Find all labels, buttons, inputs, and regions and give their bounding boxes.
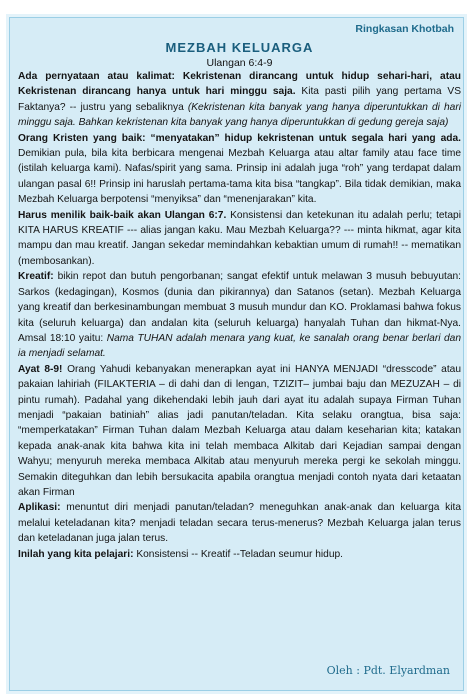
paragraph-good-christian bbox=[18, 131, 461, 208]
category-tag: Ringkasan Khotbah bbox=[355, 23, 454, 35]
paragraph-kreatif-lead: Kreatif: bbox=[18, 271, 54, 283]
paragraph-good-christian-lead: Orang Kristen yang baik: “menyatakan” hidup kekristenan untuk segala hari yang ada. bbox=[18, 132, 461, 144]
paragraph-ayat-8-9 bbox=[18, 362, 461, 501]
paragraph-deut-6-7 bbox=[18, 208, 461, 270]
paragraph-aplikasi bbox=[18, 500, 461, 546]
paragraph-deut-6-7-lead: Harus menilik baik-baik akan Ulangan 6:7. bbox=[18, 209, 227, 221]
paragraph-intro-italic: (Kekristenan kita banyak yang hanya diperuntukkan di hari minggu saja. Bahkan kekristenan kita banyak yang hanya diperuntukkan di gedung gereja saja) bbox=[18, 101, 461, 129]
paragraph-kreatif bbox=[18, 269, 461, 361]
paragraph-lesson-lead: Inilah yang kita pelajari: bbox=[18, 548, 134, 560]
scripture-reference: Ulangan 6:4-9 bbox=[206, 57, 273, 69]
paragraph-aplikasi-text: menuntut diri menjadi panutan/teladan? meneguhkan anak-anak dan keluarga kita melalui keteladanan kita? menjadi teladan secara terus-menerus? Mezbah Keluarga jalan terus dan keteladanan juga jalan terus. bbox=[18, 502, 461, 545]
author-credit: Oleh : Pdt. Elyardman bbox=[326, 664, 450, 677]
paragraph-ayat-8-9-lead: Ayat 8-9! bbox=[18, 363, 63, 375]
paragraph-kreatif-text: bikin repot dan butuh pengorbanan; sangat efektif untuk melawan 3 musuh bebuyutan: Sarkos (kedagingan), Kosmos (dunia dan pikirannya) dan Satanos (setan). Mezbah Keluarga yang kreatif dan berkesinambungan membuat 3 musuh mundur dan KO. Proklamasi bahwa fokus kita (seluruh keluarga) dan andalan kita (seluruh keluarga) hanyalah Tuhan dan hikmat-Nya. Amsal 18:10 yaitu: bbox=[18, 271, 461, 344]
paragraph-intro-text: Kita pasti pilih yang pertama VS Faktanya? -- justru yang sebaliknya bbox=[18, 86, 462, 113]
sermon-summary-card bbox=[6, 14, 467, 694]
paragraph-intro bbox=[18, 69, 461, 131]
paragraph-good-christian-text: Demikian pula, bila kita berbicara mengenai Mezbah Keluarga atau altar family atau face time (istilah keluarga kami). Nafas/spirit yang sama. Prinsip ini adalah juga “roh” yang terdapat dalam ulangan pasal 6!! Prinsip ini haruslah pertama-tama kita bisa “tangkap”. Bila tidak demikian, maka Mezbah Keluarga berpotensi “menyiksa” dan “menenjarakan” kita. bbox=[18, 148, 461, 206]
page-title: MEZBAH KELUARGA bbox=[165, 40, 314, 55]
paragraph-lesson-text: Konsistensi -- Kreatif --Teladan seumur hidup. bbox=[133, 548, 344, 560]
paragraph-kreatif-italic: Nama TUHAN adalah menara yang kuat, ke sanalah orang benar berlari dan ia menjadi selamat. bbox=[18, 332, 462, 360]
paragraph-lesson bbox=[18, 547, 461, 562]
sermon-body bbox=[18, 69, 461, 562]
paragraph-ayat-8-9-text: Orang Yahudi kebanyakan menerapkan ayat ini HANYA MENJADI “dresscode” atau pakaian lahiriah (FILAKTERIA – di dahi dan di lengan, TZIZIT– jumbai baju dan MEZUZAH – di pintu rumah). Padahal yang dikehendaki lebih jauh dari ayat itu adalah supaya Firman Tuhan menjadi “pakaian batiniah” alias jadi panutan/teladan. Kita selaku orangtua, bisa saja: “memperkatakan” Firman Tuhan dalam Mezbah Keluarga atau dalam keseharian kita; katakan kepada anak-anak kita bahwa kita ini telah membaca Alkitab dari Kejadian sampai dengan Wahyu; menyuruh mereka membaca Alkitab atau menyuruh mereka pergi ke sekolah minggu. Semakin diteguhkan dan lebih bersukacita apabila orangtua menjadi contoh nyata dari ketaatan akan Firman bbox=[18, 363, 461, 498]
paragraph-intro-lead: Ada pernyataan atau kalimat: Kekristenan dirancang untuk hidup sehari-hari, atau Kekristenan dirancang hanya untuk hari minggu saja. bbox=[18, 71, 461, 98]
paragraph-deut-6-7-text: Konsistensi dan ketekunan itu adalah perlu; tetapi KITA HARUS KREATIF --- alias jangan kaku. Mau Mezbah Keluarga?? --- minta hikmat, agar kita mampu dan mau kreatif. Jangan sekedar memindahkan kebaktian umum di rumah!! -- mematikan (membosankan). bbox=[18, 209, 461, 267]
paragraph-aplikasi-lead: Aplikasi: bbox=[18, 502, 61, 514]
